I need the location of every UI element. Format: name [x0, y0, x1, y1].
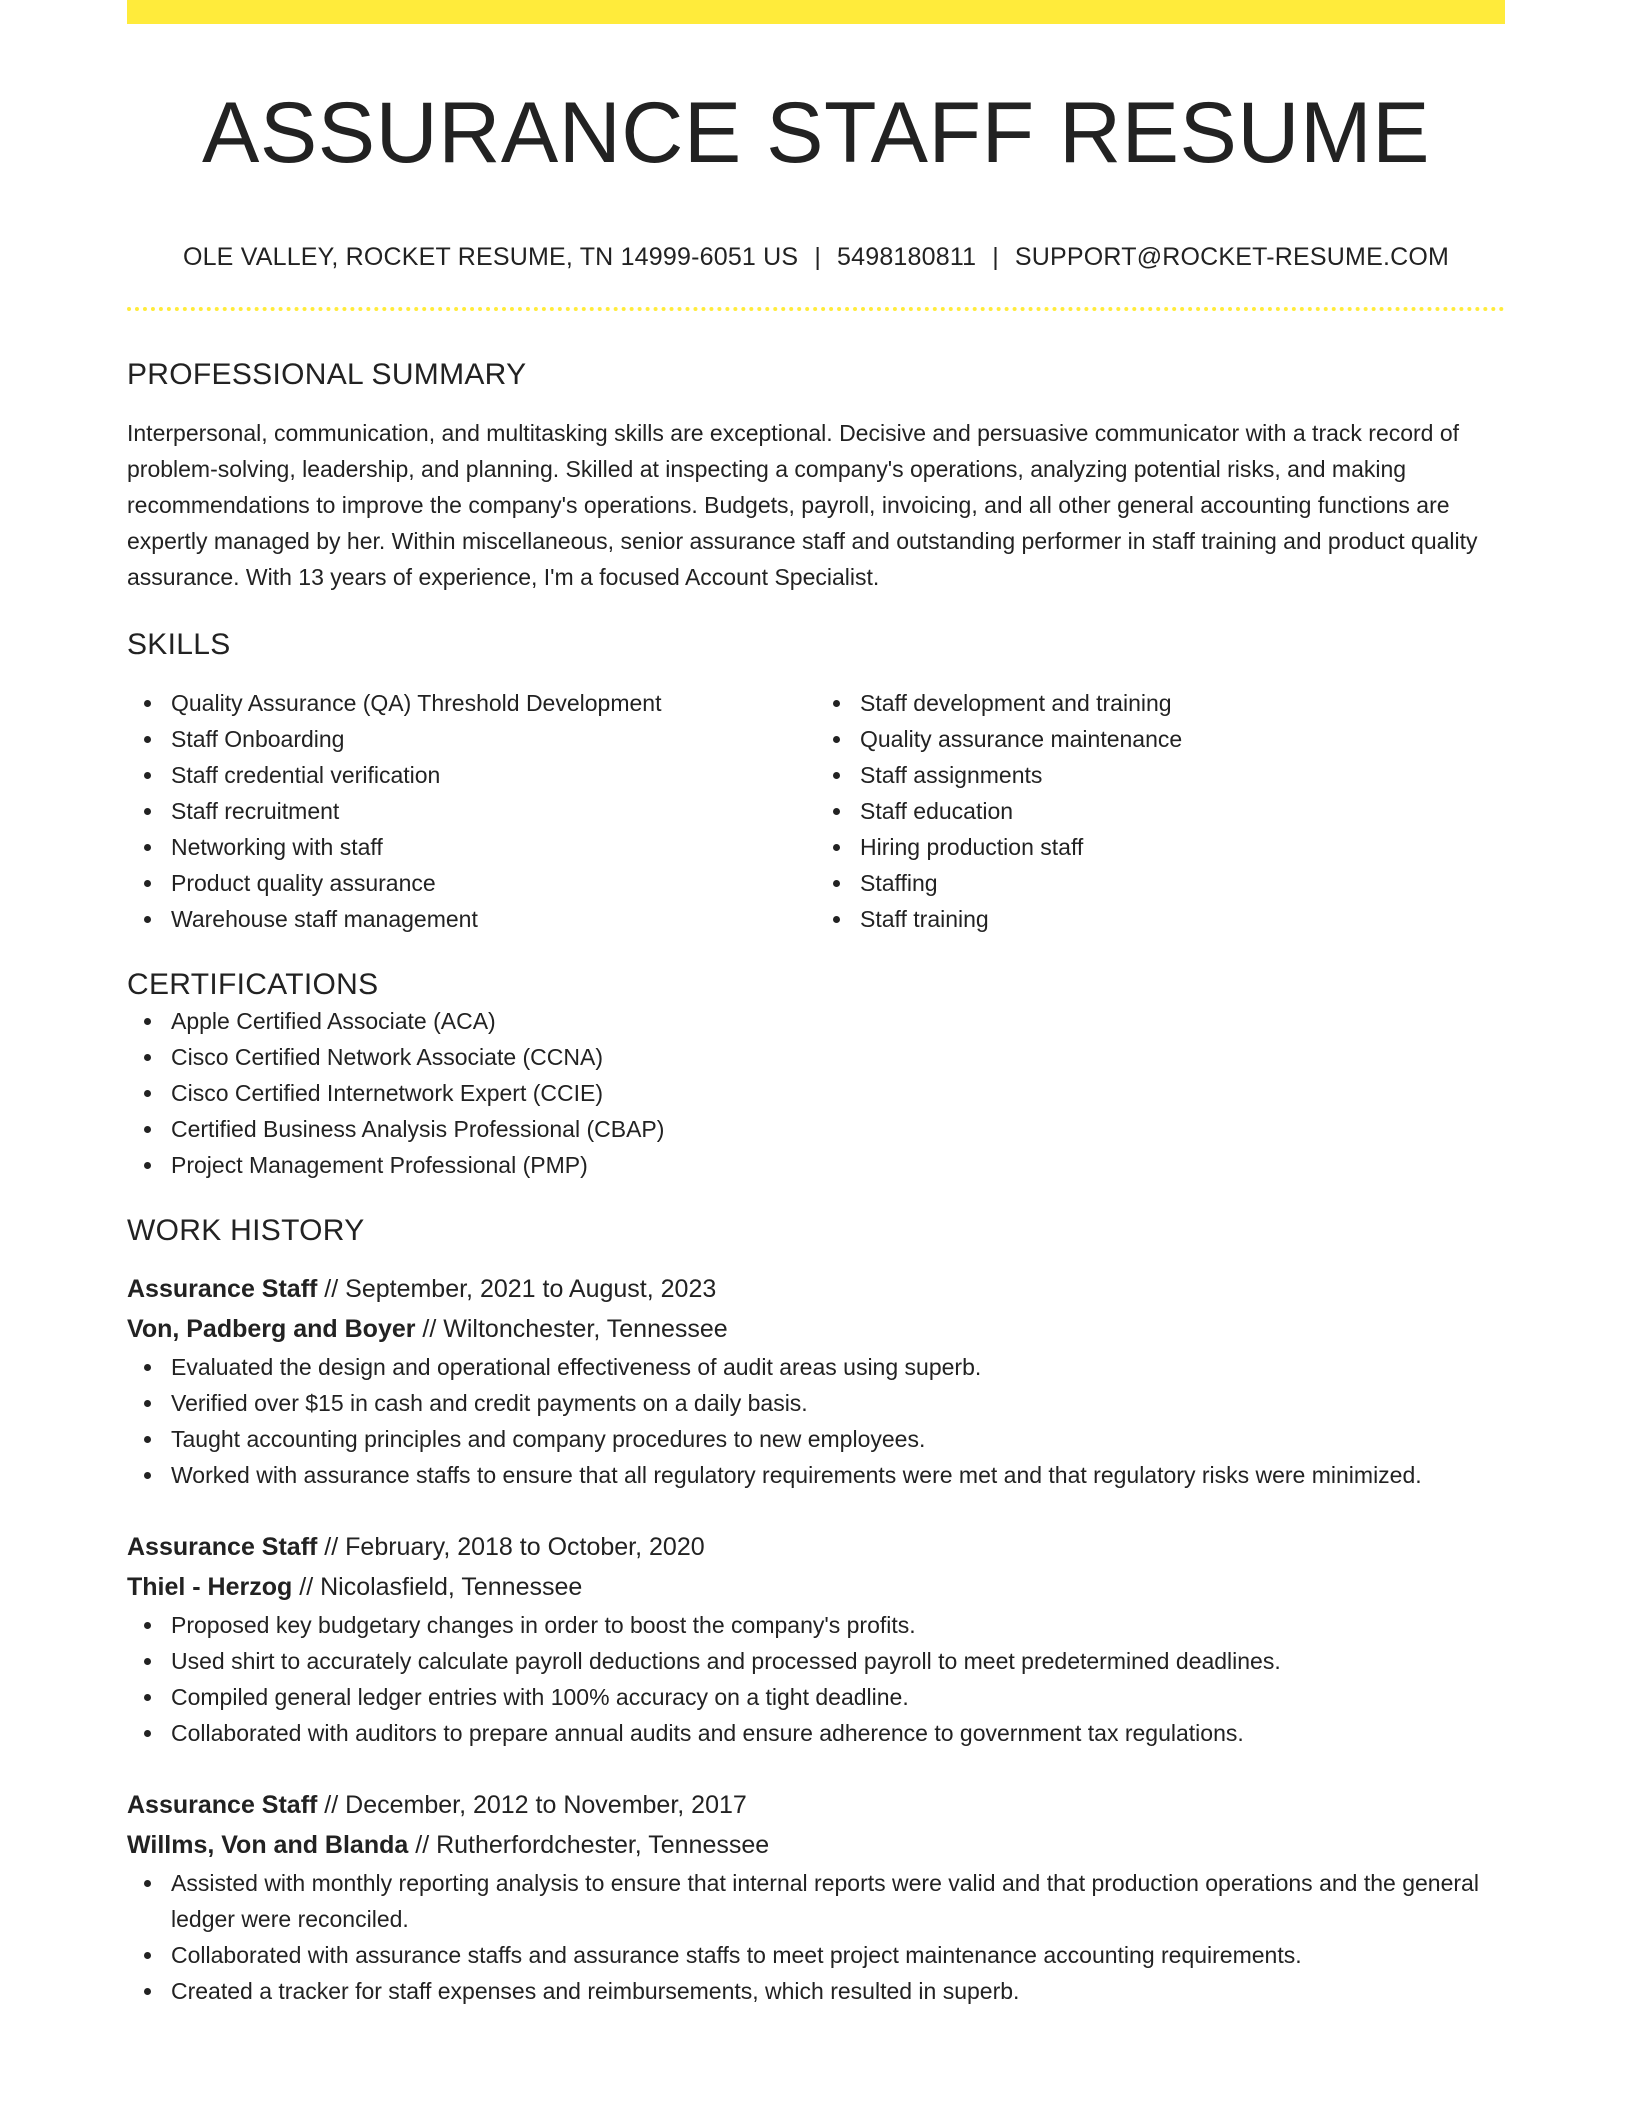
list-item: Staff education: [816, 793, 1505, 829]
resume-title: ASSURANCE STAFF RESUME: [202, 85, 1430, 181]
job-bullet: Evaluated the design and operational effectiveness of audit areas using superb.: [127, 1349, 1505, 1385]
list-item: Staffing: [816, 865, 1505, 901]
job-dates: // December, 2012 to November, 2017: [317, 1791, 747, 1820]
list-item: Staff development and training: [816, 685, 1505, 721]
job-title-line: [127, 1269, 1505, 1309]
job-title-line: [127, 1785, 1505, 1825]
list-item: Staff training: [816, 901, 1505, 937]
list-item: Cisco Certified Internetwork Expert (CCIE): [127, 1075, 1505, 1111]
work-history-list: [127, 1269, 1505, 2009]
list-item: Cisco Certified Network Associate (CCNA): [127, 1039, 1505, 1075]
list-item: Hiring production staff: [816, 829, 1505, 865]
contact-line: [127, 241, 1505, 274]
resume-page: [127, 0, 1505, 2009]
job-location: // Rutherfordchester, Tennessee: [408, 1831, 770, 1860]
job-company: Thiel - Herzog: [127, 1573, 293, 1602]
contact-separator: |: [814, 242, 822, 271]
job-bullet: Assisted with monthly reporting analysis to ensure that internal reports were valid and that production operations and the general ledger were reconciled.: [127, 1865, 1505, 1937]
skills-columns: [127, 685, 1505, 937]
accent-bar: [127, 0, 1505, 24]
job-bullets: [127, 1865, 1505, 2009]
job-title-line: [127, 1527, 1505, 1567]
job-role: Assurance Staff: [127, 1275, 318, 1304]
job-bullet: Worked with assurance staffs to ensure that all regulatory requirements were met and that regulatory risks were minimized.: [127, 1457, 1505, 1493]
job-bullet: Collaborated with assurance staffs and assurance staffs to meet project maintenance accounting requirements.: [127, 1937, 1505, 1973]
job-company: Willms, Von and Blanda: [127, 1831, 409, 1860]
list-item: Quality Assurance (QA) Threshold Development: [127, 685, 816, 721]
summary-text: Interpersonal, communication, and multitasking skills are exceptional. Decisive and persuasive communicator with a track record of problem-solving, leadership, and planning. Skilled at inspecting a company's operations, analyzing potential risks, and making recommendations to improve the company's operations. Budgets, payroll, invoicing, and all other general accounting functions are expertly managed by her. Within miscellaneous, senior assurance staff and outstanding performer in staff training and product quality assurance. With 13 years of experience, I'm a focused Account Specialist.: [127, 420, 1478, 591]
contact-email: SUPPORT@ROCKET-RESUME.COM: [1014, 242, 1450, 271]
list-item: Product quality assurance: [127, 865, 816, 901]
job-bullet: Proposed key budgetary changes in order to boost the company's profits.: [127, 1607, 1505, 1643]
list-item: Certified Business Analysis Professional (CBAP): [127, 1111, 1505, 1147]
list-item: Warehouse staff management: [127, 901, 816, 937]
job-bullet: Compiled general ledger entries with 100% accuracy on a tight deadline.: [127, 1679, 1505, 1715]
job-role: Assurance Staff: [127, 1791, 318, 1820]
list-item: Staff assignments: [816, 757, 1505, 793]
job-bullets: [127, 1607, 1505, 1751]
job-location: // Nicolasfield, Tennessee: [292, 1573, 583, 1602]
list-item: Staff recruitment: [127, 793, 816, 829]
list-item: Project Management Professional (PMP): [127, 1147, 1505, 1183]
job-company-line: [127, 1825, 1505, 1865]
skills-list-right: [816, 685, 1505, 937]
job-company: Von, Padberg and Boyer: [127, 1315, 416, 1344]
job-bullet: Created a tracker for staff expenses and reimbursements, which resulted in superb.: [127, 1973, 1505, 2009]
list-item: Apple Certified Associate (ACA): [127, 1003, 1505, 1039]
job-bullet: Collaborated with auditors to prepare annual audits and ensure adherence to government tax regulations.: [127, 1715, 1505, 1751]
job-bullets: [127, 1349, 1505, 1493]
job-company-line: [127, 1567, 1505, 1607]
job-bullet: Used shirt to accurately calculate payroll deductions and processed payroll to meet predetermined deadlines.: [127, 1643, 1505, 1679]
certifications-heading: CERTIFICATIONS: [127, 968, 379, 1002]
job-dates: // February, 2018 to October, 2020: [317, 1533, 705, 1562]
job-entry: [127, 1269, 1505, 1493]
job-entry: [127, 1527, 1505, 1751]
contact-phone: 5498180811: [837, 242, 977, 271]
job-location: // Wiltonchester, Tennessee: [415, 1315, 728, 1344]
list-item: Staff credential verification: [127, 757, 816, 793]
summary-heading: PROFESSIONAL SUMMARY: [127, 358, 527, 392]
list-item: Networking with staff: [127, 829, 816, 865]
job-entry: [127, 1785, 1505, 2009]
work-history-heading: WORK HISTORY: [127, 1214, 365, 1248]
job-bullet: Taught accounting principles and company procedures to new employees.: [127, 1421, 1505, 1457]
certifications-list: [127, 1003, 1505, 1183]
job-company-line: [127, 1309, 1505, 1349]
job-bullet: Verified over $15 in cash and credit payments on a daily basis.: [127, 1385, 1505, 1421]
job-dates: // September, 2021 to August, 2023: [317, 1275, 717, 1304]
dotted-divider: [127, 307, 1505, 311]
job-role: Assurance Staff: [127, 1533, 318, 1562]
contact-separator: |: [992, 242, 999, 271]
skills-list-left: [127, 685, 816, 937]
contact-address: OLE VALLEY, ROCKET RESUME, TN 14999-6051 US: [182, 242, 799, 271]
list-item: Staff Onboarding: [127, 721, 816, 757]
skills-heading: SKILLS: [127, 628, 231, 662]
list-item: Quality assurance maintenance: [816, 721, 1505, 757]
